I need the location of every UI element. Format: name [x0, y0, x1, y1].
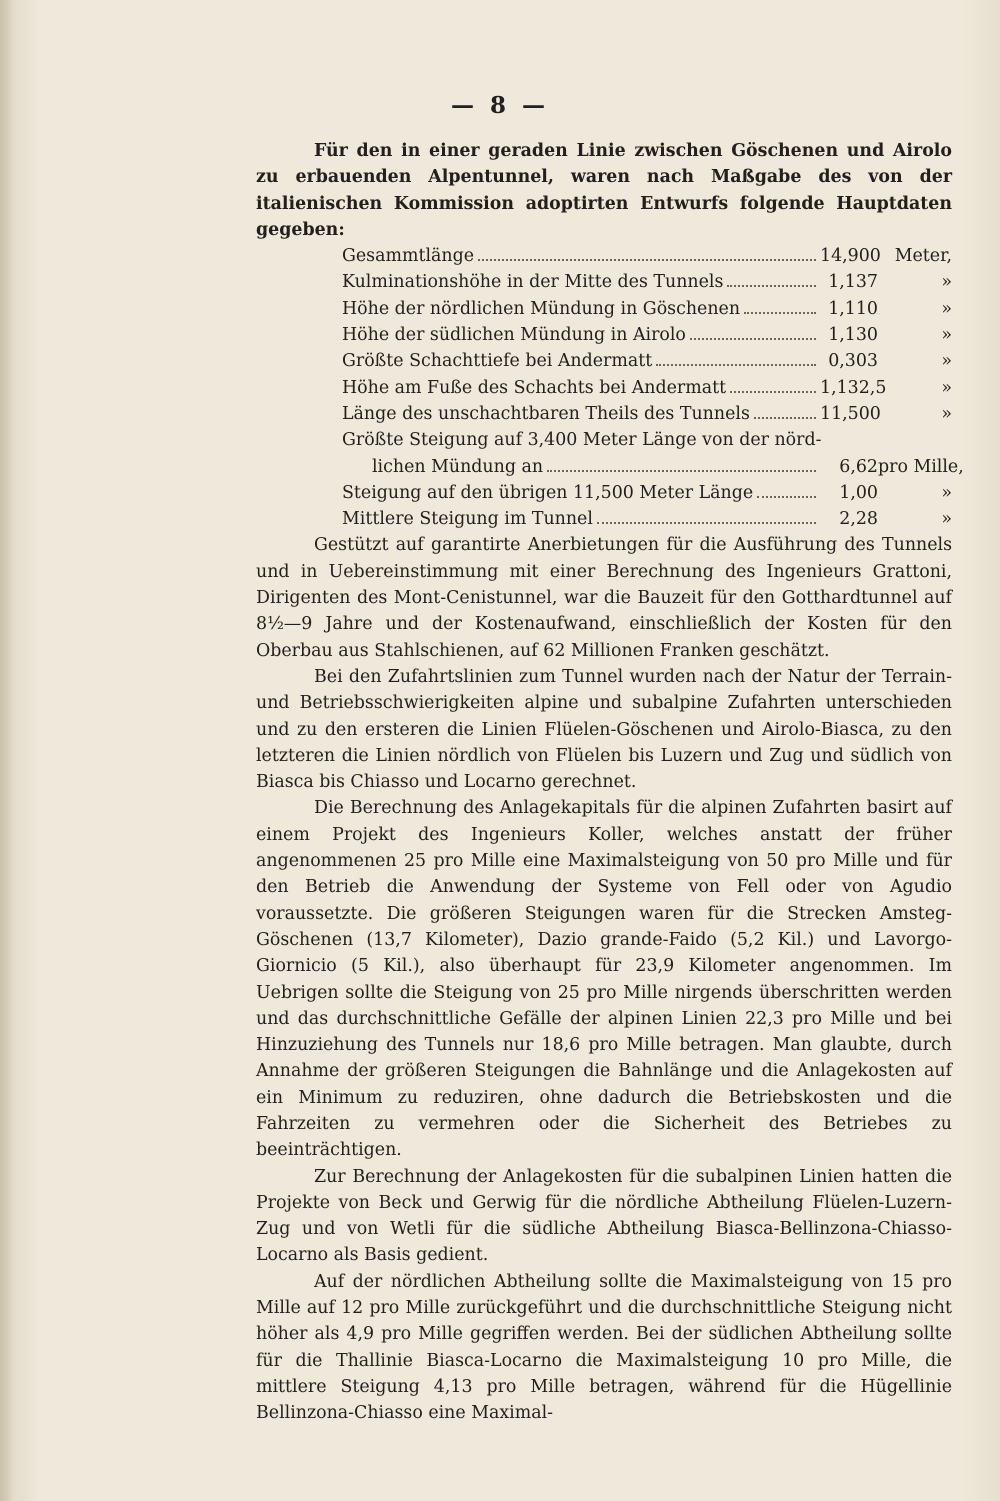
spec-row: Größte Schachttiefe bei Andermatt 0,303 »	[342, 351, 952, 372]
leader-dots	[690, 338, 816, 340]
paragraph: Auf der nördlichen Abtheilung sollte die Maximalsteigung von 15 pro Mille auf 12 pro Mille zurückgeführt und die durchschnittliche Steigung nicht höher als 4,9 pro Mille gegriffen werden. Bei der südlichen Abtheilung sollte für die Thallinie Biasca-Locarno die Maximalsteigung 10 pro Mille, die mittlere Steigung 4,13 pro Mille betragen, während für die Hügellinie Bellinzona-Chiasso eine Maximal-	[256, 1271, 952, 1424]
spec-row: Gesammtlänge 14,900 Meter,	[342, 246, 952, 267]
paragraph: Bei den Zufahrtslinien zum Tunnel wurden nach der Natur der Terrain- und Betriebsschwierigkeiten alpine und subalpine Zufahrten unterschieden und zu den ersteren die Linien Flüelen-Göschenen und Airolo-Biasca, zu den letzteren die Linien nördlich von Flüelen bis Luzern und Zug und südlich von Biasca bis Chiasso und Locarno gerechnet.	[256, 666, 952, 793]
paragraph: Zur Berechnung der Anlagekosten für die subalpinen Linien hatten die Projekte von Beck und Gerwig für die nördliche Abtheilung Flüelen-Luzern-Zug und von Wetli für die südliche Abtheilung Biasca-Bellinzona-Chiasso-Locarno als Basis gedient.	[256, 1166, 952, 1266]
leader-dots	[744, 312, 816, 314]
spec-row: Höhe am Fuße des Schachts bei Andermatt 1,132,5 »	[342, 377, 952, 398]
leader-dots	[727, 285, 816, 287]
spec-row: Höhe der nördlichen Mündung in Göschenen 1,110 »	[342, 298, 952, 319]
page-number: — 8 —	[450, 92, 550, 119]
spec-row-wrapped: Größte Steigung auf 3,400 Meter Länge von der nörd- lichen Mündung an 6,62 pro Mille,	[342, 430, 964, 477]
body-text	[256, 138, 964, 1427]
intro-paragraph: Für den in einer geraden Linie zwischen Göschenen und Airolo zu erbauenden Alpentunnel, waren nach Maßgabe des von der italienischen Kommission adoptirten Entwurfs folgende Hauptdaten gegeben:	[256, 141, 952, 240]
spec-row: Steigung auf den übrigen 11,500 Meter Länge 1,00 »	[342, 482, 952, 503]
tunnel-data-list	[256, 243, 964, 532]
spec-row: Kulminationshöhe in der Mitte des Tunnels 1,137 »	[342, 272, 952, 293]
leader-dots	[656, 364, 816, 366]
leader-dots	[757, 496, 816, 498]
leader-dots	[547, 470, 816, 472]
leader-dots	[730, 391, 816, 393]
paragraph: Gestützt auf garantirte Anerbietungen für die Ausführung des Tunnels und in Uebereinstimmung mit einer Berechnung des Ingenieurs Grattoni, Dirigenten des Mont-Cenistunnel, war die Bauzeit für den Gotthardtunnel auf 8½—9 Jahre und der Kostenaufwand, einschließlich der Kosten für den Oberbau aus Stahlschienen, auf 62 Millionen Franken geschätzt.	[256, 535, 952, 661]
spec-row: Höhe der südlichen Mündung in Airolo 1,130 »	[342, 325, 952, 346]
paragraph: Die Berechnung des Anlagekapitals für die alpinen Zufahrten basirt auf einem Projekt des Ingenieurs Koller, welches anstatt der früher angenommenen 25 pro Mille eine Maximalsteigung von 50 pro Mille und für den Betrieb die Anwendung der Systeme von Fell oder von Agudio voraussetzte. Die größeren Steigungen waren für die Strecken Amsteg-Göschenen (13,7 Kilometer), Dazio grande-Faido (5,2 Kil.) und Lavorgo-Giornicio (5 Kil.), also überhaupt für 23,9 Kilometer angenommen. Im Uebrigen sollte die Steigung von 25 pro Mille nirgends überschritten werden und das durchschnittliche Gefälle der alpinen Linien 22,3 pro Mille und bei Hinzuziehung des Tunnels nur 18,6 pro Mille betragen. Man glaubte, durch Annahme der größeren Steigungen die Bahnlänge und die Anlagekosten auf ein Minimum zu reduziren, ohne dadurch die Betriebskosten und die Fahrzeiten zu vermehren oder die Sicherheit des Betriebes zu beeinträchtigen.	[256, 798, 952, 1161]
leader-dots	[478, 259, 816, 261]
spec-row: Mittlere Steigung im Tunnel 2,28 »	[342, 509, 952, 530]
spec-row: Länge des unschachtbaren Theils des Tunnels 11,500 »	[342, 403, 952, 424]
leader-dots	[597, 522, 816, 524]
leader-dots	[754, 417, 816, 419]
